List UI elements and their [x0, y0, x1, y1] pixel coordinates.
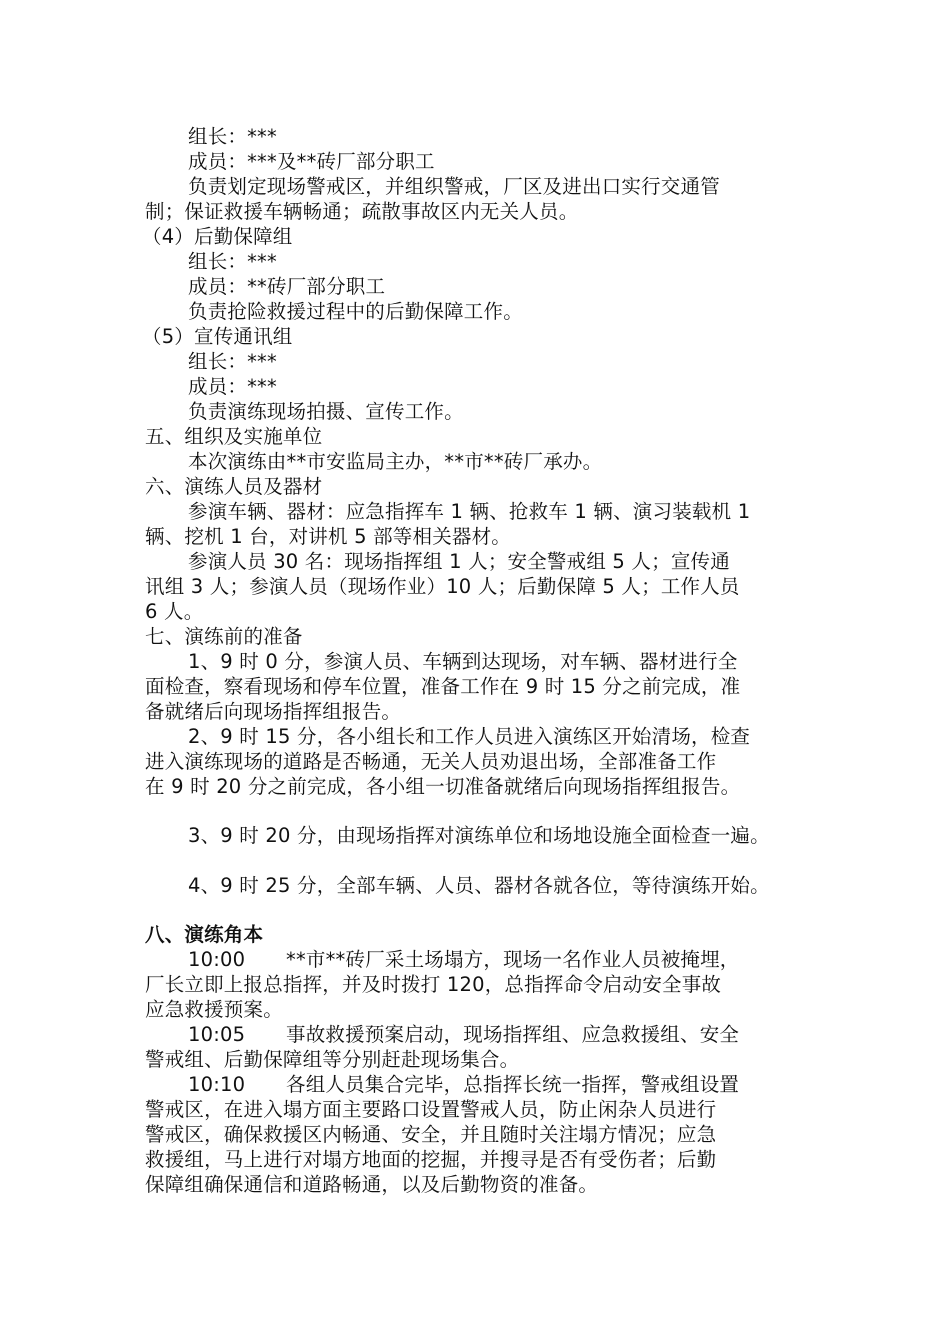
text-line: 成员：***: [188, 375, 277, 398]
text-line: 警戒组、后勤保障组等分别赶赴现场集合。: [145, 1048, 520, 1071]
text-line: 2、9 时 15 分，各小组长和工作人员进入演练区开始清场，检查: [188, 725, 751, 748]
text-line: 各组人员集合完毕，总指挥长统一指挥，警戒组设置: [286, 1073, 740, 1096]
section-heading: 五、组织及实施单位: [145, 425, 323, 448]
time-stamp: 10:05: [188, 1023, 246, 1046]
text-line: 成员：**砖厂部分职工: [188, 275, 386, 298]
text-line: 组长：***: [188, 125, 277, 148]
text-line: 面检查，察看现场和停车位置，准备工作在 9 时 15 分之前完成，准: [145, 675, 741, 698]
text-line: 制；保证救援车辆畅通；疏散事故区内无关人员。: [145, 200, 579, 223]
text-line: **市**砖厂采土场塌方，现场一名作业人员被掩埋，: [286, 948, 740, 971]
script-entry: [188, 947, 740, 973]
text-line: 厂长立即上报总指挥，并及时拨打 120，总指挥命令启动安全事故: [145, 973, 722, 996]
text-line: 备就绪后向现场指挥组报告。: [145, 700, 402, 723]
text-line: 3、9 时 20 分，由现场指挥对演练单位和场地设施全面检查一遍。: [188, 824, 770, 847]
text-line: 1、9 时 0 分，参演人员、车辆到达现场，对车辆、器材进行全: [188, 650, 738, 673]
text-line: 成员：***及**砖厂部分职工: [188, 150, 435, 173]
script-entry: [188, 1072, 739, 1098]
text-line: 组长：***: [188, 350, 277, 373]
text-line: 警戒区，确保救援区内畅通、安全，并且随时关注塌方情况；应急: [145, 1123, 717, 1146]
text-line: 负责抢险救援过程中的后勤保障工作。: [188, 300, 523, 323]
text-line: 讯组 3 人；参演人员（现场作业）10 人；后勤保障 5 人；工作人员: [145, 575, 740, 598]
text-line: 参演车辆、器材：应急指挥车 1 辆、抢救车 1 辆、演习装载机 1: [188, 500, 751, 523]
text-line: 负责划定现场警戒区，并组织警戒，厂区及进出口实行交通管: [188, 175, 720, 198]
text-line: 负责演练现场拍摄、宣传工作。: [188, 400, 464, 423]
text-line: 6 人。: [145, 600, 204, 623]
text-line: 组长：***: [188, 250, 277, 273]
text-line: 事故救援预案启动，现场指挥组、应急救援组、安全: [286, 1023, 740, 1046]
text-line: 救援组，马上进行对塌方地面的挖掘，并搜寻是否有受伤者；后勤: [145, 1148, 717, 1171]
section-heading: 八、演练角本: [145, 923, 264, 946]
text-line: 本次演练由**市安监局主办，**市**砖厂承办。: [188, 450, 603, 473]
subsection-heading: （4）后勤保障组: [142, 225, 293, 248]
text-line: 保障组确保通信和道路畅通，以及后勤物资的准备。: [145, 1173, 599, 1196]
text-line: 辆、挖机 1 台，对讲机 5 部等相关器材。: [145, 525, 512, 548]
section-heading: 六、演练人员及器材: [145, 475, 323, 498]
text-line: 警戒区，在进入塌方面主要路口设置警戒人员，防止闲杂人员进行: [145, 1098, 717, 1121]
time-stamp: 10:00: [188, 948, 246, 971]
subsection-heading: （5）宣传通讯组: [142, 325, 293, 348]
text-line: 4、9 时 25 分，全部车辆、人员、器材各就各位，等待演练开始。: [188, 874, 770, 897]
script-entry: [188, 1022, 739, 1048]
text-line: 在 9 时 20 分之前完成，各小组一切准备就绪后向现场指挥组报告。: [145, 775, 741, 798]
text-line: 进入演练现场的道路是否畅通，无关人员劝退出场，全部准备工作: [145, 750, 717, 773]
text-line: 参演人员 30 名：现场指挥组 1 人；安全警戒组 5 人；宣传通: [188, 550, 730, 573]
section-heading: 七、演练前的准备: [145, 625, 303, 648]
time-stamp: 10:10: [188, 1073, 246, 1096]
text-line: 应急救援预案。: [145, 998, 283, 1021]
